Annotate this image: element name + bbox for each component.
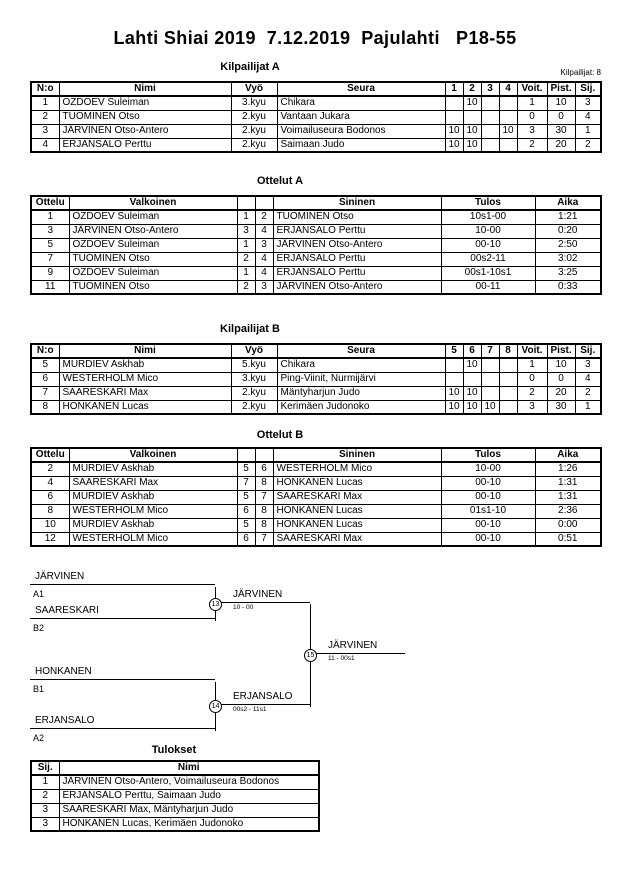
cell-m2: 10: [463, 96, 481, 110]
table-row: [31, 462, 601, 476]
col-aika: Aika: [535, 448, 601, 462]
cell-m3: [481, 372, 499, 386]
table-header-row: [31, 761, 319, 775]
cell-white-no: 2: [237, 252, 255, 266]
col-6: 6: [463, 344, 481, 358]
col-blue-no: [255, 448, 273, 462]
cell-seura: Chikara: [277, 358, 445, 372]
cell-voit: 2: [517, 138, 547, 152]
cell-sininen: HONKANEN Lucas: [273, 476, 441, 490]
bracket-entrant-a2: ERJANSALO: [30, 715, 215, 729]
bracket-winner-name: JÄRVINEN: [215, 589, 310, 603]
cell-nimi: HONKANEN Lucas: [59, 400, 231, 414]
cell-pist: 30: [547, 124, 575, 138]
cell-m3: [481, 358, 499, 372]
cell-ottelu: 12: [31, 532, 69, 546]
col-nimi: Nimi: [59, 344, 231, 358]
cell-ottelu: 11: [31, 280, 69, 294]
cell-nimi: SAARESKARI Max: [59, 386, 231, 400]
cell-ottelu: 8: [31, 504, 69, 518]
cell-sininen: WESTERHOLM Mico: [273, 462, 441, 476]
col-sij: Sij.: [575, 344, 601, 358]
bracket-entrant-a1: JÄRVINEN: [30, 571, 215, 585]
cell-seura: Ping-Viinit, Nurmijärvi: [277, 372, 445, 386]
cell-blue-no: 4: [255, 252, 273, 266]
cell-no: 5: [31, 358, 59, 372]
table-row: [31, 490, 601, 504]
cell-nimi: JÄRVINEN Otso-Antero, Voimailuseura Bodonos: [59, 775, 319, 789]
table-row: [31, 280, 601, 294]
cell-pist: 20: [547, 386, 575, 400]
cell-valkoinen: MURDIEV Askhab: [69, 490, 237, 504]
cell-white-no: 5: [237, 462, 255, 476]
col-4: 4: [499, 82, 517, 96]
cell-blue-no: 4: [255, 224, 273, 238]
cell-sininen: SAARESKARI Max: [273, 490, 441, 504]
cell-m4: [499, 400, 517, 414]
cell-seura: Saimaan Judo: [277, 138, 445, 152]
cell-tulos: 00-10: [441, 238, 535, 252]
table-row: [31, 266, 601, 280]
bracket-winner-score: 10 - 00: [233, 604, 254, 611]
bracket-seed-b1: B1: [33, 684, 45, 694]
ottelut-b-table: [30, 447, 602, 547]
col-sininen: Sininen: [273, 448, 441, 462]
cell-sij: 4: [575, 372, 601, 386]
cell-m2: 10: [463, 386, 481, 400]
cell-sininen: ERJANSALO Perttu: [273, 224, 441, 238]
cell-pist: 30: [547, 400, 575, 414]
cell-aika: 1:21: [535, 210, 601, 224]
cell-valkoinen: TUOMINEN Otso: [69, 280, 237, 294]
table-row: [31, 400, 601, 414]
cell-valkoinen: OZDOEV Suleiman: [69, 266, 237, 280]
table-row: [31, 372, 601, 386]
cell-pist: 0: [547, 372, 575, 386]
cell-sij: 1: [575, 124, 601, 138]
bracket-seed-a1: A1: [33, 589, 45, 599]
cell-ottelu: 4: [31, 476, 69, 490]
cell-white-no: 6: [237, 532, 255, 546]
cell-vyo: 2.kyu: [231, 110, 277, 124]
cell-m2: 10: [463, 124, 481, 138]
table-header-row: [31, 82, 601, 96]
cell-tulos: 00s1-10s1: [441, 266, 535, 280]
cell-sij: 3: [575, 358, 601, 372]
cell-m3: [481, 138, 499, 152]
table-row: [31, 775, 319, 789]
cell-nimi: MURDIEV Askhab: [59, 358, 231, 372]
col-nimi: Nimi: [59, 761, 319, 775]
competitors-count-label: Kilpailijat: 8: [560, 68, 601, 77]
cell-tulos: 01s1-10: [441, 504, 535, 518]
col-ottelu: Ottelu: [31, 448, 69, 462]
cell-blue-no: 8: [255, 476, 273, 490]
table-row: [31, 386, 601, 400]
cell-aika: 1:31: [535, 476, 601, 490]
cell-nimi: HONKANEN Lucas, Kerimäen Judonoko: [59, 817, 319, 831]
cell-sininen: HONKANEN Lucas: [273, 504, 441, 518]
cell-sininen: JÄRVINEN Otso-Antero: [273, 280, 441, 294]
col-pist: Pist.: [547, 82, 575, 96]
cell-valkoinen: SAARESKARI Max: [69, 476, 237, 490]
kilpailijat-b-table: [30, 343, 602, 415]
cell-m3: [481, 386, 499, 400]
cell-m4: [499, 372, 517, 386]
col-8: 8: [499, 344, 517, 358]
cell-voit: 2: [517, 386, 547, 400]
cell-m1: 10: [445, 400, 463, 414]
cell-m3: 10: [481, 400, 499, 414]
cell-blue-no: 2: [255, 210, 273, 224]
col-white-no: [237, 448, 255, 462]
col-3: 3: [481, 82, 499, 96]
page-title: Lahti Shiai 2019 7.12.2019 Pajulahti P18-55: [113, 28, 517, 48]
cell-sij: 3: [575, 96, 601, 110]
cell-m4: 10: [499, 124, 517, 138]
bracket-winner-name: JÄRVINEN: [310, 640, 405, 654]
cell-blue-no: 3: [255, 280, 273, 294]
bracket-seed-a2: A2: [33, 733, 45, 743]
kilpailijat-a-table: [30, 81, 602, 153]
col-1: 1: [445, 82, 463, 96]
col-aika: Aika: [535, 196, 601, 210]
table-row: [31, 238, 601, 252]
cell-no: 1: [31, 96, 59, 110]
cell-blue-no: 6: [255, 462, 273, 476]
table-row: [31, 358, 601, 372]
cell-valkoinen: TUOMINEN Otso: [69, 252, 237, 266]
cell-m3: [481, 96, 499, 110]
table-row: [31, 532, 601, 546]
match-number-badge-15: 15: [304, 649, 317, 662]
cell-ottelu: 2: [31, 462, 69, 476]
table-header-row: [31, 344, 601, 358]
section-heading-tulokset: Tulokset: [151, 744, 197, 756]
cell-valkoinen: JÄRVINEN Otso-Antero: [69, 224, 237, 238]
cell-m1: [445, 358, 463, 372]
cell-tulos: 10-00: [441, 224, 535, 238]
cell-blue-no: 8: [255, 518, 273, 532]
cell-m2: [463, 372, 481, 386]
match-number-badge-14: 14: [209, 700, 222, 713]
cell-aika: 0:33: [535, 280, 601, 294]
col-pist: Pist.: [547, 344, 575, 358]
cell-ottelu: 10: [31, 518, 69, 532]
cell-voit: 3: [517, 124, 547, 138]
cell-voit: 1: [517, 358, 547, 372]
cell-ottelu: 1: [31, 210, 69, 224]
table-row: [31, 96, 601, 110]
col-7: 7: [481, 344, 499, 358]
table-row: [31, 476, 601, 490]
cell-vyo: 3.kyu: [231, 96, 277, 110]
cell-vyo: 2.kyu: [231, 138, 277, 152]
cell-aika: 0:00: [535, 518, 601, 532]
cell-nimi: ERJANSALO Perttu: [59, 138, 231, 152]
cell-valkoinen: WESTERHOLM Mico: [69, 532, 237, 546]
cell-white-no: 7: [237, 476, 255, 490]
cell-sij: 3: [31, 803, 59, 817]
cell-no: 8: [31, 400, 59, 414]
cell-m1: 10: [445, 138, 463, 152]
cell-sij: 3: [31, 817, 59, 831]
col-2: 2: [463, 82, 481, 96]
cell-aika: 1:26: [535, 462, 601, 476]
cell-pist: 20: [547, 138, 575, 152]
cell-valkoinen: MURDIEV Askhab: [69, 518, 237, 532]
cell-voit: 3: [517, 400, 547, 414]
bracket-entrant-b2: SAARESKARI: [30, 605, 215, 619]
cell-blue-no: 8: [255, 504, 273, 518]
cell-m1: 10: [445, 386, 463, 400]
cell-m2: 10: [463, 400, 481, 414]
col-vyo: Vyö: [231, 82, 277, 96]
table-row: [31, 138, 601, 152]
cell-sij: 1: [575, 400, 601, 414]
bracket-winner-score: 00s2 - 11s1: [233, 706, 267, 713]
bracket-winner-name: ERJANSALO: [215, 691, 310, 705]
section-heading-ottelut-a: Ottelut A: [256, 175, 304, 187]
table-row: [31, 252, 601, 266]
table-row: [31, 817, 319, 831]
table-row: [31, 518, 601, 532]
cell-vyo: 2.kyu: [231, 400, 277, 414]
cell-m2: 10: [463, 138, 481, 152]
cell-nimi: WESTERHOLM Mico: [59, 372, 231, 386]
cell-sininen: HONKANEN Lucas: [273, 518, 441, 532]
cell-m1: 10: [445, 124, 463, 138]
table-row: [31, 504, 601, 518]
cell-vyo: 3.kyu: [231, 372, 277, 386]
ottelut-a-table: [30, 195, 602, 295]
table-row: [31, 124, 601, 138]
cell-blue-no: 3: [255, 238, 273, 252]
cell-sij: 1: [31, 775, 59, 789]
bracket-entrant-b1: HONKANEN: [30, 666, 215, 680]
cell-voit: 0: [517, 372, 547, 386]
cell-nimi: TUOMINEN Otso: [59, 110, 231, 124]
cell-blue-no: 7: [255, 490, 273, 504]
cell-m4: [499, 358, 517, 372]
section-heading-kilpailijat-b: Kilpailijat B: [220, 323, 280, 335]
cell-blue-no: 7: [255, 532, 273, 546]
cell-seura: Voimailuseura Bodonos: [277, 124, 445, 138]
table-row: [31, 110, 601, 124]
cell-seura: Vantaan Jukara: [277, 110, 445, 124]
col-voit: Voit.: [517, 344, 547, 358]
section-heading-kilpailijat-a: Kilpailijat A: [220, 61, 280, 73]
cell-voit: 1: [517, 96, 547, 110]
cell-aika: 2:50: [535, 238, 601, 252]
cell-m4: [499, 386, 517, 400]
cell-vyo: 2.kyu: [231, 386, 277, 400]
cell-blue-no: 4: [255, 266, 273, 280]
col-5: 5: [445, 344, 463, 358]
cell-m4: [499, 110, 517, 124]
cell-no: 6: [31, 372, 59, 386]
cell-sininen: SAARESKARI Max: [273, 532, 441, 546]
col-seura: Seura: [277, 344, 445, 358]
cell-pist: 10: [547, 358, 575, 372]
cell-sininen: ERJANSALO Perttu: [273, 266, 441, 280]
cell-white-no: 1: [237, 210, 255, 224]
col-tulos: Tulos: [441, 448, 535, 462]
cell-pist: 0: [547, 110, 575, 124]
cell-tulos: 10s1-00: [441, 210, 535, 224]
cell-ottelu: 7: [31, 252, 69, 266]
cell-aika: 3:25: [535, 266, 601, 280]
cell-aika: 1:31: [535, 490, 601, 504]
cell-m1: [445, 110, 463, 124]
cell-aika: 3:02: [535, 252, 601, 266]
bracket-winner-final: [310, 640, 405, 662]
cell-nimi: SAARESKARI Max, Mäntyharjun Judo: [59, 803, 319, 817]
cell-tulos: 00s2-11: [441, 252, 535, 266]
cell-sij: 4: [575, 110, 601, 124]
cell-nimi: OZDOEV Suleiman: [59, 96, 231, 110]
cell-vyo: 2.kyu: [231, 124, 277, 138]
cell-m1: [445, 96, 463, 110]
col-ottelu: Ottelu: [31, 196, 69, 210]
cell-sininen: JÄRVINEN Otso-Antero: [273, 238, 441, 252]
col-sij: Sij.: [31, 761, 59, 775]
table-row: [31, 224, 601, 238]
col-no: N:o: [31, 82, 59, 96]
cell-white-no: 3: [237, 224, 255, 238]
col-nimi: Nimi: [59, 82, 231, 96]
cell-no: 7: [31, 386, 59, 400]
cell-m2: [463, 110, 481, 124]
col-blue-no: [255, 196, 273, 210]
match-number-badge-13: 13: [209, 598, 222, 611]
finals-bracket: [30, 569, 600, 744]
cell-valkoinen: OZDOEV Suleiman: [69, 210, 237, 224]
table-row: [31, 803, 319, 817]
cell-white-no: 5: [237, 518, 255, 532]
cell-m4: [499, 138, 517, 152]
bracket-winner-score: 11 - 00s1: [328, 655, 355, 662]
table-header-row: [31, 448, 601, 462]
cell-valkoinen: MURDIEV Askhab: [69, 462, 237, 476]
cell-nimi: ERJANSALO Perttu, Saimaan Judo: [59, 789, 319, 803]
cell-white-no: 6: [237, 504, 255, 518]
cell-tulos: 10-00: [441, 462, 535, 476]
cell-sij: 2: [575, 138, 601, 152]
cell-sininen: TUOMINEN Otso: [273, 210, 441, 224]
col-seura: Seura: [277, 82, 445, 96]
cell-seura: Kerimäen Judonoko: [277, 400, 445, 414]
cell-sij: 2: [31, 789, 59, 803]
cell-no: 2: [31, 110, 59, 124]
tulokset-table: [30, 760, 320, 832]
cell-sininen: ERJANSALO Perttu: [273, 252, 441, 266]
section-heading-ottelut-b: Ottelut B: [256, 429, 304, 441]
cell-ottelu: 6: [31, 490, 69, 504]
bracket-winner-semi1: [215, 589, 310, 611]
table-row: [31, 789, 319, 803]
bracket-seed-b2: B2: [33, 623, 45, 633]
cell-ottelu: 9: [31, 266, 69, 280]
cell-m3: [481, 110, 499, 124]
col-no: N:o: [31, 344, 59, 358]
cell-aika: 2:36: [535, 504, 601, 518]
cell-valkoinen: WESTERHOLM Mico: [69, 504, 237, 518]
cell-white-no: 1: [237, 266, 255, 280]
col-sij: Sij.: [575, 82, 601, 96]
cell-m4: [499, 96, 517, 110]
cell-m1: [445, 372, 463, 386]
cell-nimi: JÄRVINEN Otso-Antero: [59, 124, 231, 138]
cell-tulos: 00-11: [441, 280, 535, 294]
cell-no: 4: [31, 138, 59, 152]
cell-ottelu: 5: [31, 238, 69, 252]
cell-sij: 2: [575, 386, 601, 400]
cell-seura: Chikara: [277, 96, 445, 110]
cell-aika: 0:51: [535, 532, 601, 546]
cell-ottelu: 3: [31, 224, 69, 238]
col-vyo: Vyö: [231, 344, 277, 358]
col-white-no: [237, 196, 255, 210]
cell-aika: 0:20: [535, 224, 601, 238]
table-row: [31, 210, 601, 224]
cell-m2: 10: [463, 358, 481, 372]
cell-vyo: 5.kyu: [231, 358, 277, 372]
col-voit: Voit.: [517, 82, 547, 96]
cell-pist: 10: [547, 96, 575, 110]
col-valkoinen: Valkoinen: [69, 196, 237, 210]
table-header-row: [31, 196, 601, 210]
cell-m3: [481, 124, 499, 138]
col-valkoinen: Valkoinen: [69, 448, 237, 462]
cell-tulos: 00-10: [441, 532, 535, 546]
cell-tulos: 00-10: [441, 518, 535, 532]
col-tulos: Tulos: [441, 196, 535, 210]
cell-tulos: 00-10: [441, 490, 535, 504]
cell-tulos: 00-10: [441, 476, 535, 490]
cell-valkoinen: OZDOEV Suleiman: [69, 238, 237, 252]
col-sininen: Sininen: [273, 196, 441, 210]
cell-seura: Mäntyharjun Judo: [277, 386, 445, 400]
cell-white-no: 2: [237, 280, 255, 294]
cell-voit: 0: [517, 110, 547, 124]
cell-white-no: 1: [237, 238, 255, 252]
bracket-winner-semi2: [215, 691, 310, 713]
cell-white-no: 5: [237, 490, 255, 504]
cell-no: 3: [31, 124, 59, 138]
